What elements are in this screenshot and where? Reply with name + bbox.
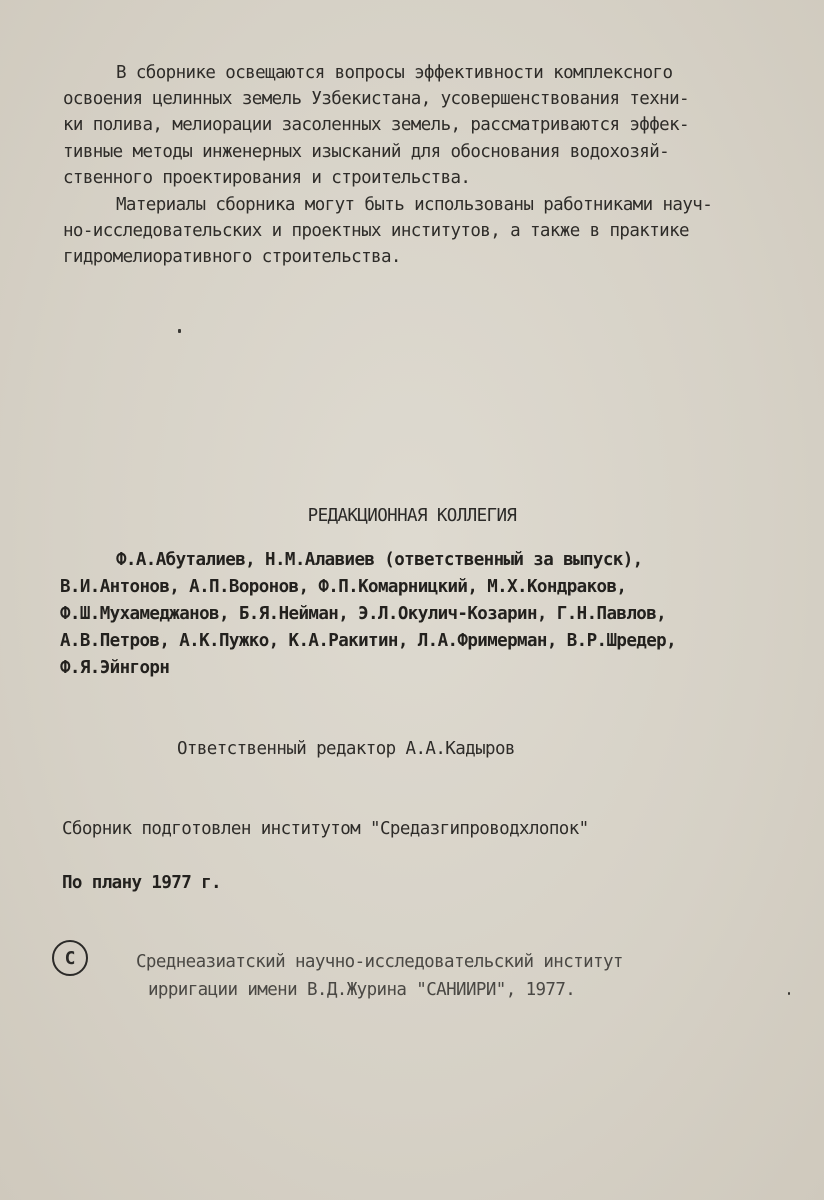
abstract-line: гидромелиоративного строительства.: [63, 247, 401, 267]
ink-speck: [788, 992, 790, 995]
prepared-by: Сборник подготовлен институтом "Средазгипроводхлопок": [62, 819, 589, 839]
abstract-line: ки полива, мелиорации засоленных земель, рассматриваются эффек-: [63, 115, 689, 135]
members-line: Ф.Я.Эйнгорн: [60, 658, 170, 678]
editorial-board-title: РЕДАКЦИОННАЯ КОЛЛЕГИЯ: [307, 506, 517, 526]
ink-speck: [178, 329, 181, 333]
members-line: Ф.Ш.Мухамеджанов, Б.Я.Нейман, Э.Л.Окулич-Козарин, Г.Н.Павлов,: [60, 604, 667, 624]
copyright-line: ирригации имени В.Д.Журина "САНИИРИ", 1977.: [148, 980, 576, 1000]
responsible-editor: Ответственный редактор А.А.Кадыров: [177, 739, 515, 759]
members-line: Ф.А.Абуталиев, Н.М.Алавиев (ответственный за выпуск),: [116, 550, 643, 570]
members-line: В.И.Антонов, А.П.Воронов, Ф.П.Комарницкий, М.Х.Кондраков,: [60, 577, 627, 597]
plan-note: По плану 1977 г.: [62, 873, 221, 893]
copyright-icon: [52, 940, 88, 976]
abstract-line: но-исследовательских и проектных институтов, а также в практике: [63, 221, 689, 241]
abstract-line: ственного проектирования и строительства.: [63, 168, 471, 188]
copyright-symbol: С: [64, 947, 76, 969]
abstract-line: тивные методы инженерных изысканий для обоснования водохозяй-: [63, 142, 670, 162]
abstract-line: Материалы сборника могут быть использованы работниками науч-: [116, 195, 713, 215]
copyright-line: Среднеазиатский научно-исследовательский институт: [136, 952, 623, 972]
abstract-line: освоения целинных земель Узбекистана, усовершенствования техни-: [63, 89, 689, 109]
members-line: А.В.Петров, А.К.Пужко, К.А.Ракитин, Л.А.Фримерман, В.Р.Шредер,: [60, 631, 677, 651]
abstract-line: В сборнике освещаются вопросы эффективности комплексного: [116, 63, 673, 83]
